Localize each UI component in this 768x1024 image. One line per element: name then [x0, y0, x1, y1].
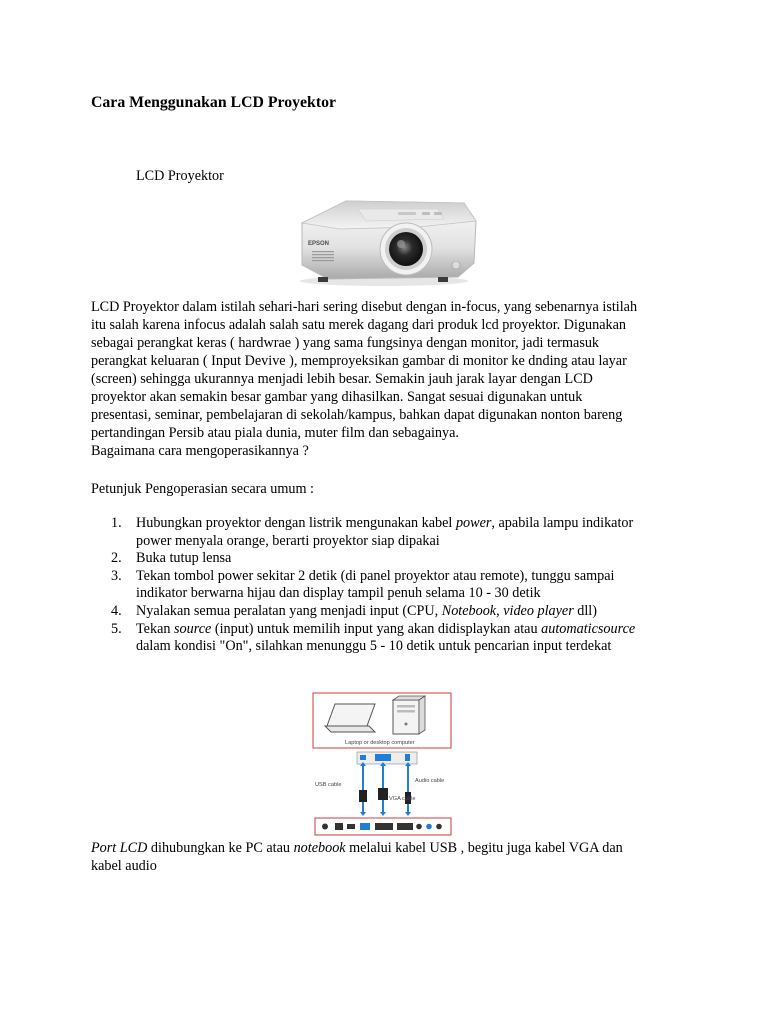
- step-emphasis: automaticsource: [541, 620, 636, 637]
- projector-image: [288, 193, 480, 287]
- question-line: Bagaimana cara mengoperasikannya ?: [91, 443, 309, 459]
- step-emphasis: Notebook, video player: [441, 602, 574, 619]
- usb-plug-icon: [359, 790, 367, 802]
- step-text: dalam kondisi "On", silahkan menunggu 5 - 10 detik untuk pencarian input terdekat: [136, 638, 612, 655]
- caption-text: dihubungkan ke PC atau: [147, 840, 294, 856]
- caption-line: kabel audio: [91, 858, 157, 874]
- paragraph-line: presentasi, seminar, pembelajaran di sekolah/kampus, bahkan dapat digunakan nonton bareng: [91, 407, 623, 423]
- brand-logo: EPSON: [308, 241, 330, 247]
- audio-cable-label: Audio cable: [415, 778, 445, 784]
- step-text: dll): [573, 602, 597, 619]
- page-title: Cara Menggunakan LCD Proyektor: [91, 94, 336, 111]
- computer-label: Laptop or desktop computer: [345, 740, 415, 746]
- list-item: [91, 621, 681, 656]
- steps-list: [91, 515, 681, 656]
- paragraph-line: (screen) sehingga ukurannya menjadi lebih besar. Semakin jauh jarak layar dengan LCD: [91, 371, 593, 387]
- list-item: [91, 603, 681, 621]
- vga-plug-icon: [378, 788, 388, 800]
- section-subtitle: LCD Proyektor: [136, 168, 224, 184]
- step-text: Hubungkan proyektor dengan listrik mengunakan kabel: [136, 515, 456, 531]
- intro-paragraph: [91, 298, 681, 460]
- usb-cable-label: USB cable: [315, 782, 342, 788]
- instructions-lead: Petunjuk Pengoperasian secara umum :: [91, 481, 315, 497]
- caption-emphasis: notebook: [293, 840, 346, 856]
- paragraph-line: perangkat keluaran ( Input Devive ), memproyeksikan gambar di monitor ke dnding atau layar: [91, 353, 627, 369]
- caption-emphasis: Port LCD: [91, 840, 148, 856]
- caption-line: [91, 839, 681, 857]
- paragraph-line: LCD Proyektor dalam istilah sehari-hari sering disebut dengan in-focus, yang sebenarnya istilah: [91, 299, 638, 315]
- step-number: 4.: [111, 602, 122, 619]
- caption-text: melalui kabel USB , begitu juga kabel VGA dan: [345, 840, 623, 856]
- step-text: indikator berwarna hijau dan display tampil penuh selama 10 - 30 detik: [136, 585, 541, 602]
- step-number: 2.: [111, 550, 122, 567]
- paragraph-line: sebagai perangkat keras ( hardwrae ) yang sama fungsinya dengan monitor, jadi termasuk: [91, 335, 600, 351]
- step-text: Tekan: [136, 620, 175, 637]
- paragraph-line: pertandingan Persib atau piala dunia, muter film dan sebagainya.: [91, 425, 459, 441]
- step-text: (input) untuk memilih input yang akan didisplaykan atau: [211, 620, 542, 637]
- lens-icon: [389, 232, 423, 266]
- step-text: power menyala orange, berarti proyektor siap dipakai: [136, 532, 440, 549]
- paragraph-line: proyektor akan semakin besar gambar yang dihasilkan. Sangat sesuai digunakan untuk: [91, 389, 583, 405]
- diagram-caption: [91, 839, 681, 875]
- list-item: [91, 550, 681, 568]
- step-number: 1.: [111, 515, 122, 531]
- list-item: [91, 515, 681, 550]
- vga-cable-label: VGA cable: [389, 796, 416, 802]
- step-text: Tekan tombol power sekitar 2 detik (di panel proyektor atau remote), tunggu sampai: [136, 567, 615, 584]
- list-item: [91, 568, 681, 603]
- step-text: Buka tutup lensa: [136, 550, 232, 567]
- step-text: Nyalakan semua peralatan yang menjadi input (CPU,: [136, 602, 442, 619]
- paragraph-line: itu salah karena infocus adalah salah satu merek dagang dari produk lcd proyektor. Digunakan: [91, 317, 627, 333]
- step-emphasis: power: [455, 515, 492, 531]
- step-number: 3.: [111, 567, 122, 584]
- desktop-tower-icon: [393, 696, 425, 734]
- step-emphasis: source: [174, 620, 212, 637]
- step-number: 5.: [111, 620, 122, 637]
- connection-diagram: [305, 692, 455, 842]
- step-text: , apabila lampu indikator: [491, 515, 634, 531]
